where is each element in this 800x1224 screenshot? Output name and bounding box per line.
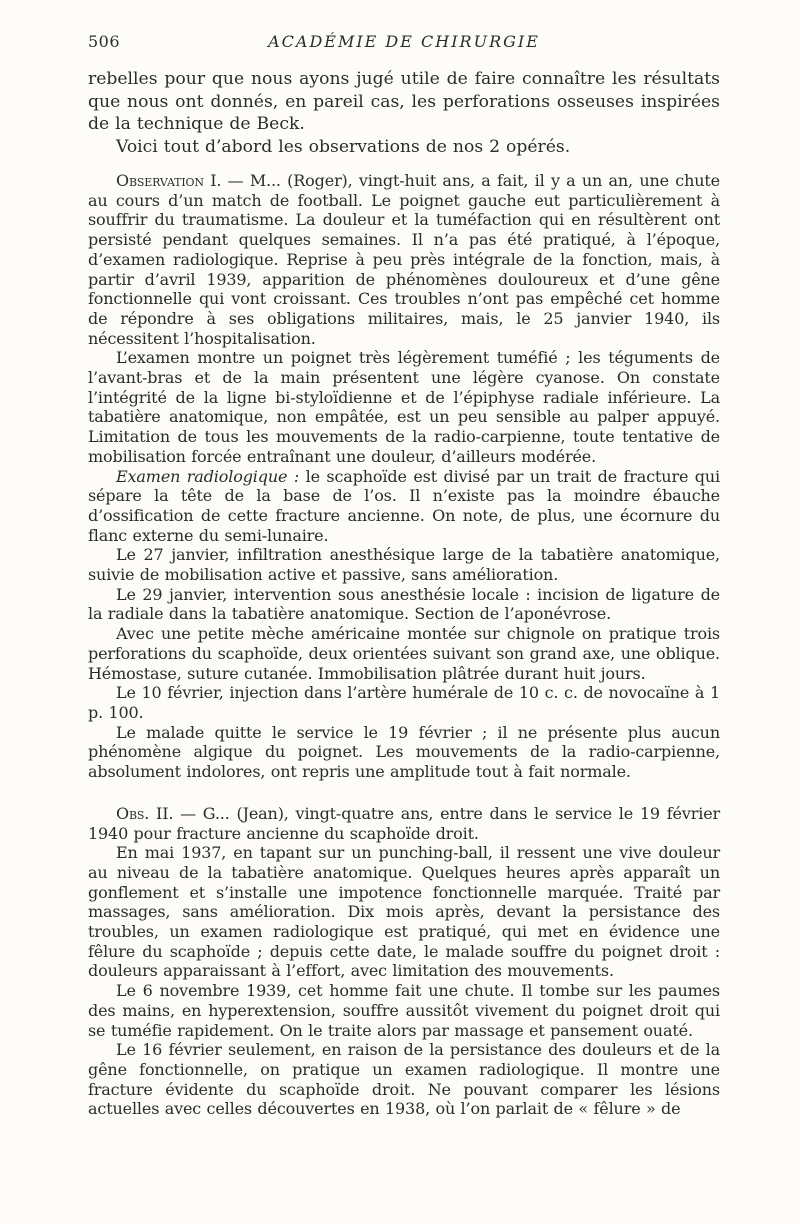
observation-2-paragraph	[88, 804, 720, 843]
observation-1-text: — M... (Roger), vingt-huit ans, a fait, il y a un an, une chute au cours d’un match de football. Le poignet gauche eut particulièrement à souffrir du traumatisme. La douleur et la tuméfaction qui en résultèrent ont persisté pendant quelques semaines. Il n’a pas été pratiqué, à l’époque, d’examen radiologique. Reprise à peu près intégrale de la fonction, mais, à partir d’avril 1939, apparition de phénomènes douloureux et d’une gêne fonctionnelle qui vont croissant. Ces troubles n’ont pas empêché cet homme de répondre à ses obligations militaires, mais, le 25 janvier 1940, ils nécessitent l’hospitalisation.	[88, 171, 720, 348]
intro-paragraph: Voici tout d’abord les observations de nos 2 opérés.	[116, 136, 571, 157]
intro-paragraph: rebelles pour que nous ayons jugé utile de faire connaître les résultats que nous ont donnés, en pareil cas, les perforations osseuses inspirées de la technique de Beck.	[88, 69, 720, 134]
section-spacer	[88, 158, 720, 171]
exam-label: Examen radiologique :	[116, 466, 300, 486]
observation-1-paragraph: L’examen montre un poignet très légèrement tuméfié ; les téguments de l’avant-bras et de la main présentent une légère cyanose. On constate l’intégrité de la ligne bi-styloïdienne et de l’épiphyse radiale inférieure. La tabatière anatomique, non empâtée, est un peu sensible au palper appuyé. Limitation de tous les mouvements de la radio-carpienne, toute tentative de mobilisation forcée entraînant une douleur, d’ailleurs modérée.	[88, 348, 720, 466]
observation-1	[88, 171, 720, 782]
observation-1-label: Observation I.	[116, 171, 222, 190]
section-spacer	[88, 782, 720, 804]
observation-1-paragraph: Le malade quitte le service le 19 février ; il ne présente plus aucun phénomène algique du poignet. Les mouvements de la radio-carpienne, absolument indolores, ont repris une amplitude tout à fait normale.	[88, 722, 720, 782]
observation-2-paragraph: En mai 1937, en tapant sur un punching-ball, il ressent une vive douleur au niveau de la tabatière anatomique. Quelques heures après apparaît un gonflement et s’installe une impotence fonctionnelle marquée. Traité par massages, sans amélioration. Dix mois après, devant la persistance des troubles, un examen radiologique est pratiqué, qui met en évidence une fêlure du scaphoïde ; depuis cette date, le malade souffre du poignet droit : douleurs apparaissant à l’effort, avec limitation des mouvements.	[88, 843, 720, 981]
observation-1-paragraph: Le 29 janvier, intervention sous anesthésie locale : incision de ligature de la radiale dans la tabatière anatomique. Section de l’aponévrose.	[88, 584, 720, 624]
observation-2-paragraph: Le 16 février seulement, en raison de la persistance des douleurs et de la gêne fonctionnelle, on pratique un examen radiologique. Il montre une fracture évidente du scaphoïde droit. Ne pouvant comparer les lésions actuelles avec celles découvertes en 1938, où l’on parlait de « fêlure » de	[88, 1040, 720, 1119]
observation-2-label: Obs. II.	[116, 803, 174, 823]
observation-2-paragraph: Le 6 novembre 1939, cet homme fait une chute. Il tombe sur les paumes des mains, en hyperextension, souffre aussitôt vivement du poignet droit qui se tuméfie rapidement. On le traite alors par massage et pansement ouaté.	[88, 981, 720, 1040]
page-number: 506	[88, 32, 121, 51]
observation-1-paragraph	[88, 171, 720, 348]
observation-1-paragraph: Le 10 février, injection dans l’artère humérale de 10 c. c. de novocaïne à 1 p. 100.	[88, 683, 720, 722]
observation-2-text: — G... (Jean), vingt-quatre ans, entre dans le service le 19 février 1940 pour fracture ancienne du scaphoïde droit.	[88, 803, 721, 843]
running-title: ACADÉMIE DE CHIRURGIE	[268, 32, 540, 51]
page-header	[88, 30, 720, 56]
observation-1-paragraph: Avec une petite mèche américaine montée sur chignole on pratique trois perforations du scaphoïde, deux orientées suivant son grand axe, une oblique. Hémostase, suture cutanée. Immobilisation plâtrée durant huit jours.	[88, 624, 720, 683]
intro-section	[88, 68, 720, 158]
document-page	[88, 30, 720, 1119]
observation-1-paragraph	[88, 467, 720, 546]
observation-1-paragraph: Le 27 janvier, infiltration anesthésique large de la tabatière anatomique, suivie de mobilisation active et passive, sans amélioration.	[88, 545, 720, 585]
observation-2	[88, 804, 720, 1119]
exam-text: le scaphoïde est divisé par un trait de fracture qui sépare la tête de la base de l’os. Il n’existe pas la moindre ébauche d’ossification de cette fracture ancienne. On note, de plus, une écornure du flanc externe du semi-lunaire.	[88, 466, 720, 545]
